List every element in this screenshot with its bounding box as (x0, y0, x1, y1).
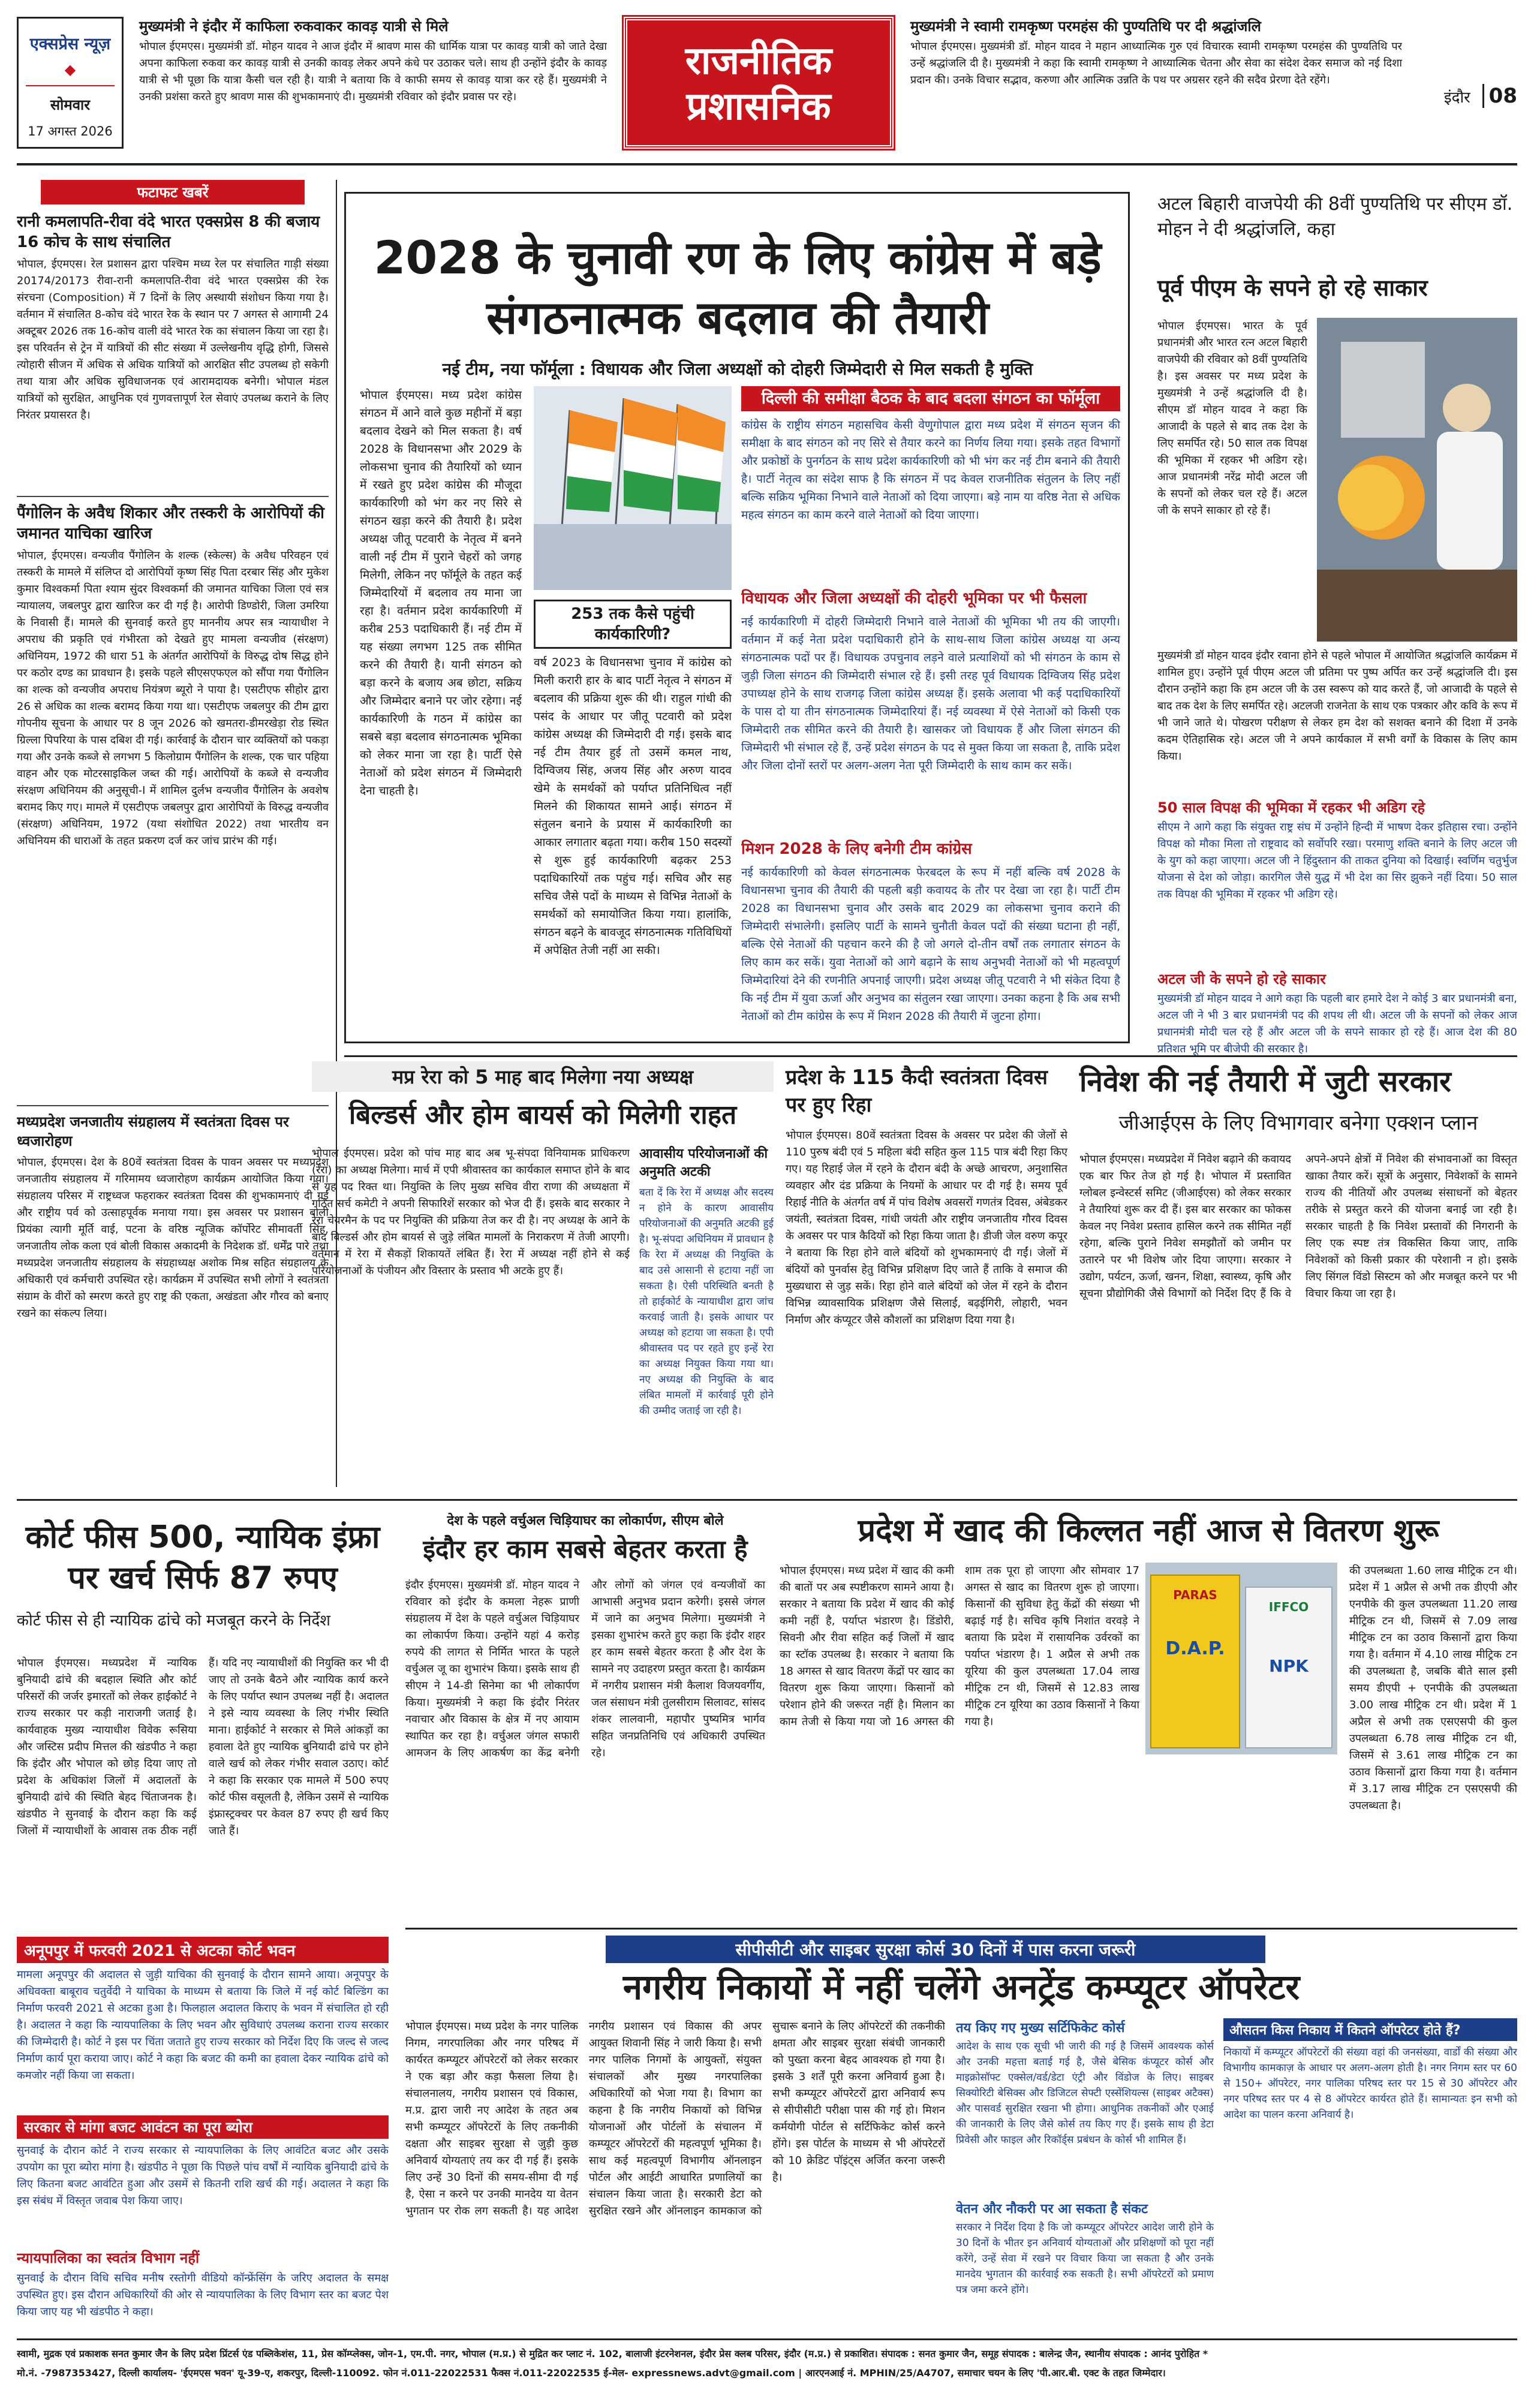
kaidi-headline: प्रदेश के 115 कैदी स्वतंत्रता दिवस पर हुए रिहा (786, 1065, 1048, 1117)
atal-body3: सीएम ने आगे कहा कि संयुक्त राष्ट्र संघ में उन्होंने हिन्दी में भाषण देकर इतिहास रचा। उन्होंने विपक्ष को मौका मिला तो राष्ट्रवाद को सर्वोपरि रखा। परमाणु शक्ति बनाने के लिए अटल जी के युग को कहा जाएगा। अटल जी ने हिंदुस्तान की ताकत दुनिया को दिखाई। स्वर्णिम चतुर्भुज योजना से देश को जोड़ा। कारगिल जैसे युद्ध में भी देश का सिर झुकने नहीं दिया। 50 साल तक विपक्ष की भूमिका में रहकर भी अडिग रहे। (1157, 821, 1517, 901)
delhi-body: कांग्रेस के राष्ट्रीय संगठन महासचिव केसी वेणुगोपाल द्वारा मध्य प्रदेश में संगठन सृजन की समीक्षा के बाद संगठन को नए सिरे से तैयार करने का निर्णय लिया गया। इसके तहत विभागों और प्रकोष्ठों के पुनर्गठन के साथ प्रदेश कार्यकारिणी को भी भंग कर नई टीम बनाने की तैयारी है। पार्टी नेतृत्व का संदेश साफ है कि संगठन में पद केवल राजनीतिक संतुलन के लिए नहीं बल्कि सक्रिय भूमिका निभाने वाले नेताओं को दिया जाएगा। बड़े नाम या वरिष्ठ नेता से अधिक महत्व संगठन का काम करने वाले नेताओं को दिया जाएगा। (741, 419, 1120, 522)
anuppur-body3: सुनवाई के दौरान विधि सचिव मनीष रस्तोगी वीडियो कॉन्फ्रेंसिंग के जरिए अदालत के समक्ष उपस्थित हुए। इस दौरान अधिकारियों की ओर से न्यायपालिका के लिए विभाग स्तर का बजट पेश किया जाए यह भी खंडपीठ ने कहा। (17, 2272, 389, 2318)
vetan-body: सरकार ने निर्देश दिया है कि जो कम्प्यूटर ऑपरेटर आदेश जारी होने के 30 दिनों के भीतर इन अनिवार्य योग्यताओं और प्रशिक्षणों को पूरा नहीं करेंगे, उन्हें सेवा में रखने पर विचार किया जा सकता है और उनके मानदेय भुगतान की कार्रवाई रुक सकती है। सभी ऑपरेटरों को प्रमाण पत्र जमा करने होंगे। (956, 2222, 1214, 2296)
cert-title: तय किए गए मुख्य सर्टिफिकेट कोर्स (956, 2021, 1125, 2036)
fatafat-label: फटाफट खबरें (41, 180, 305, 204)
nivesh-deck: जीआईएस के लिए विभागवार बनेगा एक्शन प्लान (1118, 1111, 1478, 1135)
khad-headline: प्रदेश में खाद की किल्लत नहीं आज से वितरण शुरू (858, 1513, 1439, 1549)
avg-box (1223, 2018, 1517, 2324)
rera-headline: बिल्डर्स और होम बायर्स को मिलेगी राहत (348, 1100, 737, 1130)
top-right-body: भोपाल ईएमएस। मुख्यमंत्री डॉ. मोहन यादव ने महान आध्यात्मिक गुरु एवं विचारक स्वामी रामकृष्ण परमहंस की पुण्यतिथि पर उन्हें श्रद्धांजलि दी है। मुख्यमंत्री ने कहा कि स्वामी रामकृष्ण ने आध्यात्मिक चेतना और सेवा का संदेश देकर समाज को नई दिशा प्रदान की। उनके विचार सद्भाव, करुणा और आत्मिक उन्नति के पथ पर अग्रसर रहने की सदैव प्रेरणा देते रहेंगे। (910, 40, 1402, 86)
nivesh-body: भोपाल ईएमएस। मध्यप्रदेश में निवेश बढ़ाने की कवायद एक बार फिर तेज हो गई है। भोपाल में प्रस्तावित ग्लोबल इन्वेस्टर्स समिट (जीआईएस) को लेकर सरकार ने तैयारियां शुरू कर दी हैं। इस बार सरकार का फोकस केवल नए निवेश प्रस्ताव हासिल करने तक सीमित नहीं रहेगा, बल्कि पुराने निवेश समझौतों को जमीन पर उतारने पर भी विशेष जोर दिया जाएगा। सरकार ने उद्योग, पर्यटन, ऊर्जा, खनन, शिक्षा, स्वास्थ्य, कृषि और सूचना प्रौद्योगिकी जैसे विभागों को निर्देश दिए हैं कि वे अपने-अपने क्षेत्रों में निवेश की संभावनाओं का विस्तृत खाका तैयार करें। सूत्रों के अनुसार, निवेशकों के सामने राज्य की नीतियों और उपलब्ध संसाधनों को बेहतर तरीके से प्रस्तुत करने की योजना बनाई जा रही है। सरकार चाहती है कि निवेश प्रस्तावों की निगरानी के लिए एक स्पष्ट तंत्र विकसित किया जाए, ताकि निवेशकों को किसी प्रकार की परेशानी न हो। इसके लिए सिंगल विंडो सिस्टम को और मजबूत करने पर भी विचार किया जा रहा है। (1079, 1153, 1517, 1300)
lead-col1: भोपाल ईएमएस। मध्य प्रदेश कांग्रेस संगठन में आने वाले कुछ महीनों में बड़ा बदलाव देखने को मिल सकता है। वर्ष 2028 के विधानसभा और 2029 के लोकसभा चुनाव की तैयारियों को ध्यान में रखते हुए प्रदेश कांग्रेस की मौजूदा कार्यकारिणी को भंग कर नए सिरे से संगठन खड़ा करने की तैयारी है। प्रदेश अध्यक्ष जीतू पटवारी के नेतृत्व में बनने वाली नई टीम में पुराने चेहरों को जगह मिलेगी, लेकिन नए फॉर्मूले के तहत कई जिम्मेदारियों में बदलाव तय माना जा रहा है। वर्तमान प्रदेश कार्यकारिणी में करीब 253 पदाधिकारी हैं। नई टीम में यह संख्या लगभग 125 तक सीमित करने की तैयारी है। यानी संगठन को बड़ा करने के बजाय अब छोटा, सक्रिय और जिम्मेदार बनाने पर जोर रहेगा। नई कार्यकारिणी के गठन में कांग्रेस का सबसे बड़ा बदलाव संगठनात्मक भूमिका को लेकर माना जा रहा है। पार्टी ऐसे नेताओं को प्रदेश संगठन में जिम्मेदारी देना चाहती है। (360, 389, 522, 797)
khad-right: की उपलब्धता 1.60 लाख मीट्रिक टन थी। प्रदेश में 1 अप्रैल से अभी तक डीएपी और एनपीके की कुल उपलब्धता 11.20 लाख मीट्रिक टन थी, जिसमें से 7.09 लाख मीट्रिक टन का उठाव किसानों द्वारा किया गया है। वर्तमान में 4.10 लाख मीट्रिक टन की उपलब्धता है, जबकि बीते साल इसी समय डीएपी + एनपीके की उपलब्धता 3.00 लाख मीट्रिक टन थी। प्रदेश में 1 अप्रैल से अभी तक एसएसपी की कुल उपलब्धता 6.78 लाख मीट्रिक टन थी, जिसमें से 3.61 लाख मीट्रिक टन का उठाव किसानों द्वारा किया गया है। वर्तमान में 3.17 लाख मीट्रिक टन एसएसपी की उपलब्धता है। (1349, 1564, 1517, 1812)
atal-body2: मुख्यमंत्री डॉ मोहन यादव इंदौर रवाना होने से पहले भोपाल में आयोजित श्रद्धांजलि कार्यक्रम में शामिल हुए। उन्होंने पूर्व पीएम अटल जी प्रतिमा पर पुष्प अर्पित कर उन्हें श्रद्धांजलि दी। इस दौरान उन्होंने कहा कि हम अटल जी के उस स्वरूप को याद करते हैं, जो आजादी के पहले से बाद तक देश के लिए समर्पित रहे। अटलजी राजनेता के साथ एक पत्रकार और कवि के रूप में भी जाने जाते थे। पोखरण परीक्षण से लेकर हम देश को सशक्त बनाने की दिशा में उनके कदम ऐतिहासिक रहे। अटल जी ने अपने कार्यकाल में सभी वर्गों के विकास के लिए काम किया। (1157, 649, 1517, 763)
weekday: सोमवार (50, 97, 91, 113)
bag-brand-1: PARAS (1173, 1588, 1217, 1602)
tribute-illustration (1317, 318, 1517, 642)
anuppur-title: अनूपपुर में फरवरी 2021 से अटका कोर्ट भवन (17, 1937, 389, 1963)
fatafat-h2: पैंगोलिन के अवैध शिकार और तस्करी के आरोपियों की जमानत याचिका खारिज (17, 504, 324, 543)
ornament-icon: ◆ (64, 61, 76, 78)
fertilizer-bags-photo (1145, 1563, 1337, 1754)
section-banner (624, 17, 894, 149)
atal-tribute-photo (1317, 318, 1517, 642)
lead-headline: 2028 के चुनावी रण के लिए कांग्रेस में बड़े संगठनात्मक बदलाव की तैयारी (374, 231, 1102, 344)
anuppur-box (17, 1937, 389, 2326)
atal-kicker: अटल बिहारी वाजपेयी की 8वीं पुण्यतिथि पर सीएम डॉ. मोहन ने दी श्रद्धांजलि, कहा (1157, 194, 1513, 240)
court-body: भोपाल ईएमएस। मध्यप्रदेश में न्यायिक बुनियादी ढांचे की बदहाल स्थिति और कोर्ट परिसरों की जर्जर इमारतों को लेकर हाईकोर्ट ने राज्य सरकार पर कड़ी नाराजगी जताई है। कार्यवाहक मुख्य न्यायाधीश विवेक रूसिया और जस्टिस प्रदीप मित्तल की खंडपीठ ने कहा कि इंदौर और भोपाल को छोड़ दिया जाए तो प्रदेश के अधिकांश जिलों में अदालतों के बुनियादी ढांचे की स्थिति बेहद चिंताजनक है। खंडपीठ ने सुनवाई के दौरान कहा कि कई जिलों में न्यायाधीशों के आवास तक ठीक नहीं हैं। यदि नए न्यायाधीशों की नियुक्ति कर भी दी जाए तो उनके बैठने और न्यायिक कार्य करने के लिए पर्याप्त स्थान उपलब्ध नहीं है। अदालत ने इसे न्याय व्यवस्था के लिए गंभीर स्थिति माना। हाईकोर्ट ने सरकार से मिले आंकड़ों का हवाला देते हुए न्यायिक बुनियादी ढांचे पर होने वाले खर्च को लेकर गंभीर सवाल उठाए। कोर्ट ने कहा कि सरकार एक मामले में 500 रुपए कोर्ट फीस वसूलती है, लेकिन उसमें से न्यायिक इंफ्रास्ट्रक्चर पर केवल 87 रुपए ही खर्च किए जाते हैं। (17, 1657, 389, 1837)
court-deck: कोर्ट फीस से ही न्यायिक ढांचे को मजबूत करने के निर्देश (17, 1612, 330, 1630)
fatafat-b2: भोपाल, ईएमएस। वन्यजीव पैंगोलिन के शल्क (स्केल्स) के अवैध परिवहन एवं तस्करी के मामले में संलिप्त दो आरोपियों कृष्ण सिंह पिता दरबार सिंह और मुकेश कुमार विश्वकर्मा पिता श्याम सुंदर विश्वकर्मा की जमानत याचिका जिला एवं सत्र न्यायालय, जबलपुर द्वारा खारिज कर दी गई है। आरोपी डिण्डोरी, जिला उमरिया के निवासी हैं। मामले की सुनवाई करते हुए माननीय अपर सत्र न्यायाधीश ने अपराध की प्रकृति एवं गंभीरता को देखते हुए मामला वन्यजीव (संरक्षण) अधिनियम, 1972 की धारा 51 के अंतर्गत आरोपियों के विरुद्ध दोष सिद्ध होने पर कठोर दण्ड का प्रावधान है। इसके पहले सीएसएफएल को सौंपा गया पैंगोलिन का शल्क को वन्यजीव अपराध नियंत्रण ब्यूरो ने पाया है। एसटीएफ सीहोर द्वारा 26 से अधिक का शल्क बरामद किया गया था। एसटीएफ जबलपुर की टीम द्वारा गोपनीय सूचना के आधार पर 8 जून 2026 को खमतरा-डीमरखेड़ा रोड स्थित ग्रिल्ला पिपरिया के पास दबिश दी गई। कार्रवाई के दौरान चार व्यक्तियों को पकड़ा गया और उनके कब्जे से लगभग 5 किलोग्राम पैंगोलिन के शल्क, एक चार पहिया वाहन और एक मोटरसाइकिल जब्त की गई। आरोपियों के कब्जे से वन्यजीव संरक्षण अधिनियम की अनुसूची-I में शामिल दुर्लभ वन्यजीव पैंगोलिन के अवशेष बरामद किए गए। मामले में एसटीएफ जबलपुर द्वारा आरोपियों के विरुद्ध वन्यजीव (संरक्षण) अधिनियम, 1972 (यथा संशोधित 2022) तथा भारतीय वन अधिनियम की धाराओं के तहत प्रकरण दर्ज कर जांच प्रारंभ की गई। (17, 549, 329, 847)
lead-sidebar (534, 600, 732, 1031)
mid-rule (344, 1055, 1517, 1057)
avg-title: औसतन किस निकाय में कितने ऑपरेटर होते हैं? (1223, 2018, 1517, 2041)
court-headline: कोर्ट फीस 500, न्यायिक इंफ्रा पर खर्च सिर्फ 87 रुपए (25, 1519, 380, 1596)
cert-body: आदेश के साथ एक सूची भी जारी की गई है जिसमें आवश्यक कोर्स और उनकी महत्ता बताई गई है, जैसे बेसिक कंप्यूटर कोर्स और माइक्रोसॉफ्ट एक्सेल/वर्ड/डेटा एंट्री और विंडोज के लिए। साइबर सिक्योरिटी बेसिक्स और डिजिटल सेफ्टी एस्सेंशियल्स (साइबर अटैक्स) और पासवर्ड सुरक्षित रखना भी होगा। आधुनिक तकनीकों और एआई की जानकारी के लिए जैसे कोर्स तय किए गए हैं। इसके साथ ही डेटा प्रिवेसी और फाइल और रिकॉर्ड्स प्रबंधन के कोर्स भी शामिल हैं। (956, 2040, 1214, 2146)
zoo-headline: इंदौर हर काम सबसे बेहतर करता है (423, 1534, 748, 1564)
cert-box (956, 2018, 1214, 2324)
city-name: इंदौर (1443, 89, 1470, 107)
footer-line-2: मो.नं. -7987353427, दिल्ली कार्यालय- 'ईएमएस भवन' यू-39-ए, शकरपुर, दिल्ली-110092. फोन नं.011-22022531 फैक्स नं.011-22022535 ई-मेल- expressnews.advt@gmail.com | आरएनआई नं. MPHIN/25/A4707, समाचार चयन के लिए 'पी.आर.बी. एक्ट के तहत जिम्मेदार। (17, 2367, 1166, 2379)
lead-deck: नई टीम, नया फॉर्मूला : विधायक और जिला अध्यक्षों को दोहरी जिम्मेदारी से मिल सकती है मुक्ति (442, 359, 1033, 379)
cpct-body: भोपाल ईएमएस। मध्य प्रदेश के नगर पालिक निगम, नगरपालिका और नगर परिषद में कार्यरत कम्प्यूटर ऑपरेटरों को लेकर सरकार ने एक बड़ा और कड़ा फैसला लिया है। संचालनालय, नगरीय प्रशासन एवं विकास, म.प्र. द्वारा जारी नए आदेश के तहत अब सभी कम्प्यूटर ऑपरेटरों के लिए तकनीकी दक्षता और साइबर सुरक्षा से जुड़ी कुछ अनिवार्य योग्यताएं तय कर दी गई हैं। इसके लिए उन्हें 30 दिनों की समय-सीमा दी गई है, ऐसा न करने पर उनकी मानदेय या वेतन भुगतान पर रोक लग सकती है। यह आदेश नगरीय प्रशासन एवं विकास की अपर आयुक्त शिवानी सिंह ने जारी किया है। सभी नगर पालिक निगमों के आयुक्तों, संयुक्त संचालकों और मुख्य नगरपालिका अधिकारियों को भेजा गया है। विभाग का कहना है कि नगरीय निकायों को विभिन्न योजनाओं और पोर्टलों के संचालन में कम्प्यूटर ऑपरेटरों की महत्वपूर्ण भूमिका है। साथ कई महत्वपूर्ण विभागीय ऑनलाइन पोर्टल और आईटी आधारित प्रणालियों का संचालन किया जाता है। सरकारी डेटा को सुरक्षित रखने और ऑनलाइन कामकाज को सुचारू बनाने के लिए ऑपरेटरों की तकनीकी क्षमता और साइबर सुरक्षा संबंधी जानकारी को पुख्ता करना बेहद आवश्यक हो गया है। इसके 3 शर्तें पूरी करना अनिवार्य हुआ है। सभी कम्प्यूटर ऑपरेटरों द्वारा अनिवार्य रूप से सीपीसीटी परीक्षा पास की गई हो। मिशन कर्मयोगी पोर्टल से सर्टिफिकेट कोर्स करने होंगे। इस पोर्टल के माध्यम से भी ऑपरेटरों को 10 क्रेडिट पॉइंट्स अर्जित करना जरूरी है। (405, 2020, 945, 2217)
masthead-rule (17, 163, 1517, 165)
dual-title: विधायक और जिला अध्यक्षों की दोहरी भूमिका पर भी फैसला (741, 589, 1087, 607)
anuppur-sub2: न्यायपालिका का स्वतंत्र विभाग नहीं (17, 2250, 200, 2266)
section-line-1: राजनीतिक (685, 39, 832, 83)
zoo-body: इंदौर ईएमएस। मुख्यमंत्री डॉ. मोहन यादव ने रविवार को इंदौर के कमला नेहरू प्राणी संग्रहालय में देश के पहले वर्चुअल चिड़ियाघर का लोकार्पण किया। उन्होंने यहां 4 करोड़ रुपये की लागत से निर्मित भारत के पहले वर्चुअल जू का शुभारंभ किया। इसके साथ ही सीएम ने 14-डी सिनेमा का भी लोकार्पण किया। मुख्यमंत्री ने कहा कि इंदौर निरंतर नवाचार और विकास के क्षेत्र में नए आयाम स्थापित कर रहा है। वर्चुअल जंगल सफारी आमजन के लिए आकर्षण का केंद्र बनेगी और लोगों को जंगल एवं वन्यजीवों का आभासी अनुभव प्रदान करेगी। इससे जंगल में जाने का अनुभव मिलेगा। मुख्यमंत्री ने इसका शुभारंभ करते हुए कहा कि इंदौर शहर हर काम सबसे बेहतर करता है और देश के सामने नए उदाहरण प्रस्तुत करता है। कार्यक्रम में नगरीय प्रशासन मंत्री कैलाश विजयवर्गीय, जल संसाधन मंत्री तुलसीराम सिलावट, सांसद शंकर लालवानी, महापौर पुष्यमित्र भार्गव सहित जनप्रतिनिधि एवं अधिकारी उपस्थित रहे। (405, 1579, 765, 1759)
issue-date: 17 अगस्त 2026 (28, 124, 113, 139)
cpct-headline: नगरीय निकायों में नहीं चलेंगे अनट्रेंड कम्प्यूटर ऑपरेटर (622, 1967, 1300, 2007)
kaidi-body: भोपाल ईएमएस। 80वें स्वतंत्रता दिवस के अवसर पर प्रदेश की जेलों से 110 पुरुष बंदी एवं 5 महिला बंदी सहित कुल 115 पात्र बंदी रिहा किए गए। यह रिहाई जेल में रहने के दौरान बंदी के अच्छे आचरण, अनुशासित व्यवहार और दंड प्रक्रिया के नियमों के आधार पर दी गई है। समय पूर्व रिहाई नीति के अंतर्गत वर्ष में पांच विशेष अवसरों गणतंत्र दिवस, अंबेडकर जयंती, स्वतंत्रता दिवस, गांधी जयंती और राष्ट्रीय जनजातीय गौरव दिवस के अवसर पर पात्र कैदियों को रिहा किया जाता है। डीजी जेल वरुण कपूर ने बताया कि रिहा होने वाले बंदियों को शुभकामनाएं दी गईं। जेलों में बंदियों को पुनर्वास हेतु विभिन्न प्रशिक्षण दिए जाते हैं ताकि वे समाज की मुख्यधारा से जुड़ सकें। रिहा होने वाले बंदियों को जेल में रहने के दौरान विभिन्न व्यावसायिक प्रशिक्षण जैसे सिलाई, बढ़ईगिरी, लोहारी, भवन निर्माण और कंप्यूटर जैसे कौशलों का प्रशिक्षण दिया गया है। (786, 1129, 1067, 1326)
dual-body: नई कार्यकारिणी में दोहरी जिम्मेदारी निभाने वाले नेताओं की भूमिका भी तय की जाएगी। वर्तमान में कई नेता प्रदेश पदाधिकारी होने के साथ-साथ जिला कांग्रेस अध्यक्ष या अन्य संगठनात्मक पदों पर हैं। विधायक उपचुनाव लड़ने वाले प्रत्याशियों को भी संगठन के काम से जुड़ी जिला संगठन की जिम्मेदारी संभाल रहे हैं। इसी तरह पूर्व विधायक दिग्विजय सिंह प्रदेश उपाध्यक्ष होने के साथ राजगढ़ जिला कांग्रेस अध्यक्ष हैं। इसके अलावा भी कई पदाधिकारियों के पास दो या तीन संगठनात्मक जिम्मेदारियां हैं। नई व्यवस्था में ऐसे नेताओं को किसी एक जिम्मेदारी तक सीमित करने की तैयारी है। खासकर जो विधायक हैं और जिला संगठन की जिम्मेदारी भी संभाल रहे हैं, उन्हें प्रदेश संगठन के पद से मुक्त किया जा सकता है, ताकि प्रदेश और जिला दोनों स्तरों पर अलग-अलग नेता पूरी जिम्मेदारी के साथ काम कर सकें। (741, 615, 1120, 772)
lead-sidebar-body: वर्ष 2023 के विधानसभा चुनाव में कांग्रेस को मिली करारी हार के बाद पार्टी नेतृत्व ने संगठन में बदलाव की प्रक्रिया शुरू की थी। राहुल गांधी की पसंद के आधार पर जीतू पटवारी को प्रदेश कांग्रेस अध्यक्ष की जिम्मेदारी दी गई। इसके बाद नई टीम तैयार हुई तो उसमें कमल नाथ, दिग्विजय सिंह, अजय सिंह और अरुण यादव खेमे के समर्थकों को पर्याप्त प्रतिनिधित्व नहीं मिलने की शिकायत सामने आई। संगठन में संतुलन बनाने के प्रयास में कार्यकारिणी का आकार लगातार बढ़ता गया। करीब 150 सदस्यों से शुरू हुई कार्यकारिणी बढ़कर 253 पदाधिकारियों तक पहुंच गई। सचिव और सह सचिव जैसे पदों के माध्यम से विभिन्न नेताओं के समर्थकों को समायोजित किया गया। हालांकि, संगठन बढ़ने के बावजूद संगठनात्मक गतिविधियों में अपेक्षित तेजी नहीं आ सकी। (534, 656, 732, 957)
congress-flags-photo (534, 386, 732, 590)
zoo-kicker: देश के पहले वर्चुअल चिड़ियाघर का लोकार्पण, सीएम बोले (447, 1513, 724, 1528)
bag-label-2: NPK (1269, 1656, 1309, 1676)
page-number: 08 (1488, 84, 1517, 108)
bag-paras-dap (1150, 1575, 1240, 1748)
cpct-kicker: सीपीसीटी और साइबर सुरक्षा कोर्स 30 दिनों में पास करना जरूरी (606, 1936, 1265, 1963)
bag-iffco (1245, 1587, 1333, 1748)
top-left-body: भोपाल ईएमएस। मुख्यमंत्री डॉ. मोहन यादव ने आज इंदौर में श्रावण मास की धार्मिक यात्रा पर कावड़ यात्री को जाते देखा अपना काफिला रुकवा कर कावड़ यात्री से उनकी कावड़ लेकर अपने कंधे पर उठाकर चले। साथ ही उन्होंने इंदौर के कावड़ यात्री से भी पूछा कि यात्रा कैसी चल रही है। यात्री ने बताया कि वे काफी समय से कावड़ यात्रा कर रहे हैं। मुख्यमंत्री ने उनकी प्रशंसा करते हुए श्रावण मास की शुभकामनाएं दी। मुख्यमंत्री रविवार को इंदौर प्रवास पर रहे। (139, 40, 607, 103)
fatafat-h1: रानी कमलापति-रीवा वंदे भारत एक्सप्रेस 8 की बजाय 16 कोच के साथ संचालित (17, 213, 320, 251)
page-number-box (1415, 84, 1517, 120)
avg-body: निकायों में कम्प्यूटर ऑपरेटरों की संख्या वहां की जनसंख्या, वार्डों की संख्या और विभागीय कामकाज़ के आधार पर अलग-अलग होती है। नगर निगम स्तर पर 60 से 150+ ऑपरेटर, नगर पालिका परिषद स्तर पर 15 से 30 ऑपरेटर और नगर परिषद स्तर पर 4 से 8 ऑपरेटर कार्यरत होते हैं। सामान्यतः इन सभी को आदेश का पालन करना अनिवार्य है। (1223, 2046, 1517, 2121)
anuppur-body2: सुनवाई के दौरान कोर्ट ने राज्य सरकार से न्यायपालिका के लिए आवंटित बजट और उसके उपयोग का पूरा ब्योरा मांगा है। खंडपीठ ने पूछा कि पिछले पांच वर्षों में न्यायिक बुनियादी ढांचे के लिए कितना बजट आवंटित हुआ और उसमें से कितनी राशि खर्च की गई। अदालत ने कहा कि इस संबंध में विस्तृत जवाब पेश किया जाए। (17, 2144, 389, 2207)
top-left-title: मुख्यमंत्री ने इंदौर में काफिला रुकवाकर कावड़ यात्री से मिले (139, 18, 449, 35)
footer-line-1: स्वामी, मुद्रक एवं प्रकाशक सनत कुमार जैन के लिए प्रदेश प्रिंटर्स एंड पब्लिकेशंस, 11, प्रेस कॉम्प्लेक्स, जोन-1, एम.पी. नगर, भोपाल (म.प्र.) से मुद्रित कर प्लाट नं. 102, बालाजी इंटरनेशनल, इंदौर प्रेस क्लब परिसर, इंदौर (म.प्र.) से प्रकाशित। संपादक : सनत कुमार जैन, समूह संपादक : बालेन्द्र जैन, स्थानीय संपादक : आनंद पुरोहित * (17, 2348, 1208, 2359)
footer-rule (17, 2338, 1517, 2340)
top-left-story (139, 17, 607, 155)
fatafat-h3: मध्यप्रदेश जनजातीय संग्रहालय में स्वतंत्रता दिवस पर ध्वजारोहण (17, 1113, 289, 1149)
anuppur-sub1: सरकार से मांगा बजट आवंटन का पूरा ब्योरा (17, 2115, 389, 2139)
masthead-left-box (17, 17, 124, 149)
top-right-story (910, 17, 1402, 155)
mission-body: नई कार्यकारिणी को केवल संगठनात्मक फेरबदल के रूप में नहीं बल्कि वर्ष 2028 के विधानसभा चुनाव की तैयारी की पहली बड़ी कवायद के तौर पर देखा जा रहा है। पार्टी टीम 2028 का विधानसभा चुनाव और उसके बाद 2029 का लोकसभा चुनाव कराने की जिम्मेदारी संभालेगी। इसलिए पार्टी के सामने चुनौती केवल पदों की संख्या घटाना ही नहीं, बल्कि ऐसे नेताओं की पहचान करने की है जो अगले दो-तीन वर्षों तक लगातार संगठन के लिए काम कर सकें। युवा नेताओं को आगे बढ़ाने के साथ अनुभवी नेताओं को भी महत्वपूर्ण जिम्मेदारियां देने की रणनीति अपनाई जाएगी। प्रदेश अध्यक्ष जीतू पटवारी ने भी संकेत दिया है कि नई टीम में युवा ऊर्जा और अनुभव का संतुलन रखा जाएगा। उनका कहना है कि अब सभी नेताओं को टीम कांग्रेस के रूप में मिशन 2028 की तैयारी में जुटना होगा। (741, 866, 1120, 1023)
khad-body: भोपाल ईएमएस। मध्य प्रदेश में खाद की कमी की बातों पर अब स्पष्टीकरण सामने आया है। सरकार ने बताया कि प्रदेश में खाद की कोई कमी नहीं है, पर्याप्त भंडारण है। डिंडोरी, सिवनी और रीवा सहित कई जिलों में खाद का स्टॉक उपलब्ध है। सरकार ने बताया कि 18 अगस्त से खाद वितरण केंद्रों पर खाद का वितरण शुरू किया जाएगा। किसानों को परेशान होने की जरूरत नहीं है। मिलान का काम तेजी से किया गया जो 16 अगस्त की शाम तक पूरा हो जाएगा और सोमवार 17 अगस्त से खाद का वितरण शुरू हो जाएगा। किसानों की सुविधा हेतु केंद्रों की संख्या भी बढ़ाई गई है। सचिव कृषि निशांत वरवड़े ने बताया कि प्रदेश में रासायनिक उर्वरकों का पर्याप्त भंडारण है। 1 अप्रैल से अभी तक यूरिया की कुल उपलब्धता 17.04 लाख मीट्रिक टन थी, जिसमें से 12.83 लाख मीट्रिक टन यूरिया का उठाव किसानों ने किया गया है। (780, 1564, 1139, 1728)
atal-body1: भोपाल ईएमएस। भारत के पूर्व प्रधानमंत्री और भारत रत्न अटल बिहारी वाजपेयी की रविवार को 8वीं पुण्यतिथि है। इस अवसर पर मध्य प्रदेश के मुख्यमंत्री ने उन्हें श्रद्धांजलि दी है। सीएम डॉ मोहन यादव ने कहा कि आजादी के पहले से बाद तक देश के लिए समर्पित रहे। 50 साल तक विपक्ष की भूमिका में रहकर भी अडिग रहे। आज प्रधानमंत्री नरेंद्र मोदी अटल जी के सपनों को लेकर चल रहे हैं। अटल जी के सपने साकार हो रहे हैं। (1157, 320, 1307, 517)
bag-brand-2: IFFCO (1268, 1600, 1309, 1614)
nivesh-headline: निवेश की नई तैयारी में जुटी सरकार (1079, 1065, 1451, 1098)
atal-headline: पूर्व पीएम के सपने हो रहे साकार (1157, 275, 1428, 301)
lead-right-column (741, 386, 1120, 1034)
rera-sidebar (639, 1145, 774, 1487)
mission-title: मिशन 2028 के लिए बनेगी टीम कांग्रेस (741, 840, 972, 858)
rera-kicker: मप्र रेरा को 5 माह बाद मिलेगा नया अध्यक्ष (312, 1061, 774, 1092)
lower-rule (17, 1499, 1517, 1501)
rera-side-title: आवासीय परियोजनाओं की अनुमति अटकी (639, 1146, 768, 1179)
bag-label-1: D.A.P. (1165, 1638, 1225, 1659)
lead-sidebar-title: 253 तक कैसे पहुंची कार्यकारिणी? (534, 600, 732, 649)
rera-side-body: बता दें कि रेरा में अध्यक्ष और सदस्य न होने के कारण आवासीय परियोजनाओं की अनुमति अटकी हुई है। भू-संपदा अधिनियम में प्रावधान है कि रेरा में अध्यक्ष की नियुक्ति के बाद उसे आसानी से हटाया नहीं जा सकता है। ऐसी परिस्थिति बनती है तो हाईकोर्ट के न्यायाधीश द्वारा जांच करवाई जाती है। इसके आधार पर अध्यक्ष को हटाया जा सकता है। एपी श्रीवास्तव पद पर रहते हुए इन्हें रेरा का अध्यक्ष नियुक्त किया गया था। नए अध्यक्ष की नियुक्ति के बाद लंबित मामलों में कार्रवाई पूरी होने की उम्मीद जताई जा रही है। (639, 1187, 774, 1417)
fatafat-b3: भोपाल, ईएमएस। देश के 80वें स्वतंत्रता दिवस के पावन अवसर पर मध्यप्रदेश जनजातीय संग्रहालय में गरिमामय ध्वजारोहण कार्यक्रम आयोजित किया गया। संग्रहालय परिसर में राष्ट्रध्वज फहराकर स्वतंत्रता दिवस की शुभकामनाएं दी गईं और राष्ट्रीय पर्व को उत्साहपूर्वक मनाया गया। इस अवसर पर प्रशासन बोली प्रियंका त्यागी मूर्ति वाई, पटना के वरिष्ठ न्यूजिक कॉर्पोरेट सीमावर्ती सिंह, जनजातीय लोक कला एवं बोली विकास अकादमी के निदेशक डॉ. धर्मेंद्र पारे तथा मध्यप्रदेश जनजातीय संग्रहालय के संग्रहाध्यक्ष अशोक मिश्र सहित संग्रहालय के अधिकारी एवं कर्मचारी उपस्थित रहे। कार्यक्रम में उपस्थित सभी लोगों ने स्वतंत्रता संग्राम के वीरों को स्मरण करते हुए राष्ट्र की एकता, अखंडता और गौरव को बनाए रखने का संकल्प लिया। (17, 1156, 329, 1320)
paper-name: एक्सप्रेस न्यूज़ (29, 35, 111, 53)
atal-sub2: अटल जी के सपने हो रहे साकार (1157, 971, 1326, 988)
atal-sub1: 50 साल विपक्ष की भूमिका में रहकर भी अडिग रहे (1157, 799, 1425, 816)
cpct-rule (405, 1928, 1517, 1930)
vetan-title: वेतन और नौकरी पर आ सकता है संकट (956, 2202, 1148, 2217)
fatafat-column (17, 180, 329, 1499)
flags-illustration (534, 386, 732, 590)
top-right-title: मुख्यमंत्री ने स्वामी रामकृष्ण परमहंस की पुण्यतिथि पर दी श्रद्धांजलि (910, 18, 1261, 35)
rera-body: भोपाल ईएमएस। प्रदेश को पांच माह बाद अब भू-संपदा विनियामक प्राधिकरण (रेरा) का अध्यक्ष मिलेगा। मार्च में एपी श्रीवास्तव का कार्यकाल समाप्त होने के बाद से यह पद रिक्त था। नियुक्ति के लिए मुख्य सचिव वीरा राणा की अध्यक्षता में गठित सर्च कमेटी ने अपनी सिफारिशें सरकार को भेज दी हैं। इसके बाद सरकार ने रेरा चेयरमैन के पद पर नियुक्ति की प्रक्रिया तेज कर दी है। नए अध्यक्ष के आने के बाद बिल्डर्स और होम बायर्स से जुड़े लंबित मामलों के निराकरण में तेजी आएगी। वर्तमान में रेरा में सैकड़ों शिकायतें लंबित हैं। रेरा में अध्यक्ष नहीं होने से कई परियोजनाओं के पंजीयन और विस्तार के प्रस्ताव भी अटके हुए हैं। (312, 1147, 630, 1277)
atal-body4: मुख्यमंत्री डॉ मोहन यादव ने आगे कहा कि पहली बार हमारे देश ने कोई 3 बार प्रधानमंत्री बना, अटल जी ने भी 3 बार प्रधानमंत्री पद की शपथ ली थी। अटल जी के सपनों को लेकर आज प्रधानमंत्री मोदी चल रहे हैं और अटल जी के सपने साकार हो रहे हैं। आज देश की 80 प्रतिशत भूमि पर बीजेपी की सरकार है। (1157, 992, 1517, 1055)
section-line-2: प्रशासनिक (686, 85, 831, 129)
delhi-title: दिल्ली की समीक्षा बैठक के बाद बदला संगठन का फॉर्मूला (741, 386, 1120, 411)
anuppur-body: मामला अनूपपुर की अदालत से जुड़ी याचिका की सुनवाई के दौरान सामने आया। अनूपपुर के अधिवक्ता बाबूराव चतुर्वेदी ने याचिका के माध्यम से बताया कि जिले में नई कोर्ट बिल्डिंग का निर्माण फरवरी 2021 से अटका हुआ है। फिलहाल अदालत किराए के भवन में संचालित हो रही है। अदालत ने कहा कि न्यायपालिका के लिए भवन और सुविधाएं उपलब्ध कराना राज्य सरकार की जिम्मेदारी है। कोर्ट ने इस पर चिंता जताते हुए राज्य सरकार को निर्देश दिए कि जल्द से जल्द निर्माण कार्य पूरा कराया जाए। कोर्ट ने कहा कि बजट की कमी का हवाला देकर न्यायिक ढांचे को कमजोर नहीं किया जा सकता। (17, 1968, 389, 2082)
fatafat-b1: भोपाल, ईएमएस। रेल प्रशासन द्वारा पश्चिम मध्य रेल पर संचालित गाड़ी संख्या 20174/20173 रीवा-रानी कमलापति-रीवा वंदे भारत एक्सप्रेस की रेक संरचना (Composition) में 7 दिनों के लिए अस्थायी संशोधन किया गया है। वर्तमान में संचालित 8-कोच वंदे भारत रेक के स्थान पर 7 अगस्त से आगामी 24 अक्टूबर 2026 तक 16-कोच वाली वंदे भारत रेक का संचालन किया जा रहा है। इस परिवर्तन से ट्रेन में यात्रियों की सीट संख्या में उल्लेखनीय वृद्धि होगी, जिससे त्योहारी सीजन में अधिक से अधिक यात्रियों को आरक्षित सीट उपलब्ध हो सकेगी तथा यात्रा और अधिक सुविधाजनक एवं आरामदायक बनेगी। भोपाल मंडल यात्रियों को सुरक्षित, आधुनिक एवं गुणवत्तापूर्ण रेल सेवाएं उपलब्ध कराने के लिए निरंतर प्रयासरत है। (17, 258, 329, 422)
